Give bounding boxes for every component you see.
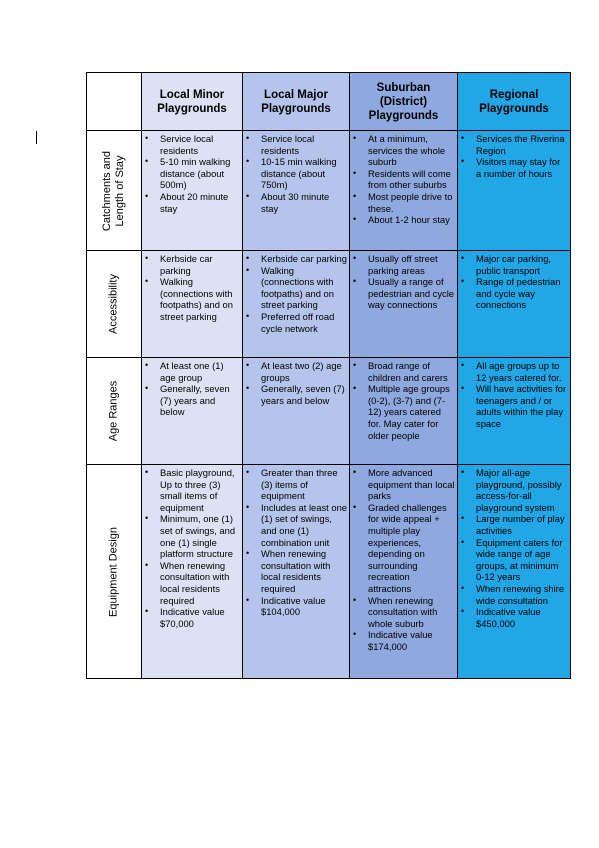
list-item: • Greater than three (3) items of equipment [243,467,349,502]
list-item: • When renewing consultation with local residents required [243,548,349,594]
row-label-text: Accessibility [107,274,120,334]
list-item: • Service local residents [142,133,242,156]
bullet-list [142,253,242,323]
list-item: • About 30 minute stay [243,191,349,214]
cell-equipment-design-local-major [243,465,350,679]
bullet-list [243,467,349,618]
cell-accessibility-local-major [243,251,350,358]
list-item: • At least one (1) age group [142,360,242,383]
list-item: • When renewing consultation with whole suburb [350,595,457,630]
list-item: • About 20 minute stay [142,191,242,214]
list-item: • 5-10 min walking distance (about 500m) [142,156,242,191]
list-item: • Indicative value $450,000 [458,606,570,629]
cell-accessibility-local-minor [142,251,243,358]
playground-hierarchy-table [86,72,571,679]
row-label-equipment-design [87,465,142,679]
cell-equipment-design-local-minor [142,465,243,679]
header-row [87,73,571,131]
cell-age-ranges-local-major [243,358,350,465]
table-row-catchments [87,131,571,251]
cell-catchments-local-major [243,131,350,251]
cell-age-ranges-suburban [350,358,458,465]
table-row-accessibility [87,251,571,358]
list-item: • All age groups up to 12 years catered for. [458,360,570,383]
list-item: • Kerbside car parking [243,253,349,265]
list-item: • Graded challenges for wide appeal + multiple play experiences, depending on surrounding recreation attractions [350,502,457,595]
cell-catchments-suburban [350,131,458,251]
cell-equipment-design-regional [458,465,571,679]
cell-equipment-design-suburban [350,465,458,679]
row-label-catchments [87,131,142,251]
list-item: • Service local residents [243,133,349,156]
bullet-list [458,467,570,629]
list-item: • Services the Riverina Region [458,133,570,156]
bullet-list [243,360,349,406]
list-item: • Most people drive to these. [350,191,457,214]
list-item: • Generally, seven (7) years and below [142,383,242,418]
list-item: • Indicative value $104,000 [243,595,349,618]
list-item: • Multiple age groups (0-2), (3-7) and (7-12) years catered for. May cater for older people [350,383,457,441]
header-regional: Regional Playgrounds [458,73,571,131]
bullet-list [458,253,570,311]
cell-accessibility-suburban [350,251,458,358]
list-item: • Basic playground, Up to three (3) small items of equipment [142,467,242,513]
list-item: • Range of pedestrian and cycle way connections [458,276,570,311]
list-item: • Indicative value $70,000 [142,606,242,629]
list-item: • Generally, seven (7) years and below [243,383,349,406]
header-local-minor: Local Minor Playgrounds [142,73,243,131]
bullet-list [243,253,349,334]
list-item: • Indicative value $174,000 [350,629,457,652]
bullet-list [350,360,457,441]
row-label-text: Catchments and Length of Stay [101,150,126,231]
list-item: • Preferred off road cycle network [243,311,349,334]
bullet-list [142,467,242,629]
text-cursor [36,131,37,144]
table-row-age-ranges [87,358,571,465]
list-item: • Usually a range of pedestrian and cycle way connections [350,276,457,311]
list-item: • Minimum, one (1) set of swings, and one (1) single platform structure [142,513,242,559]
list-item: • Residents will come from other suburbs [350,168,457,191]
header-local-major: Local Major Playgrounds [243,73,350,131]
list-item: • More advanced equipment than local parks [350,467,457,502]
bullet-list [458,133,570,179]
header-corner [87,73,142,131]
cell-age-ranges-local-minor [142,358,243,465]
list-item: • Broad range of children and carers [350,360,457,383]
list-item: • 10-15 min walking distance (about 750m) [243,156,349,191]
row-label-text: Equipment Design [107,526,120,617]
bullet-list [142,360,242,418]
bullet-list [350,253,457,311]
list-item: • Major all-age playground, possibly access-for-all playground system [458,467,570,513]
list-item: • When renewing shire wide consultation [458,583,570,606]
bullet-list [142,133,242,214]
bullet-list [350,467,457,653]
cell-catchments-local-minor [142,131,243,251]
list-item: • When renewing consultation with local residents required [142,560,242,606]
row-label-age-ranges [87,358,142,465]
table-row-equipment-design [87,465,571,679]
list-item: • Usually off street parking areas [350,253,457,276]
bullet-list [458,360,570,430]
list-item: • Visitors may stay for a number of hours [458,156,570,179]
cell-catchments-regional [458,131,571,251]
header-suburban: Suburban (District) Playgrounds [350,73,458,131]
bullet-list [243,133,349,214]
bullet-list [350,133,457,226]
list-item: • At a minimum, services the whole suburb [350,133,457,168]
cell-accessibility-regional [458,251,571,358]
list-item: • Will have activities for teenagers and / or adults within the play space [458,383,570,429]
list-item: • Includes at least one (1) set of swings, and one (1) combination unit [243,502,349,548]
row-label-text: Age Ranges [107,380,120,442]
list-item: • Walking (connections with footpaths) and on street parking [142,276,242,322]
list-item: • About 1-2 hour stay [350,214,457,226]
list-item: • Walking (connections with footpaths) and on street parking [243,265,349,311]
list-item: • Kerbside car parking [142,253,242,276]
list-item: • Major car parking, public transport [458,253,570,276]
cell-age-ranges-regional [458,358,571,465]
list-item: • Equipment caters for wide range of age groups, at minimum 0-12 years [458,537,570,583]
list-item: • At least two (2) age groups [243,360,349,383]
list-item: • Large number of play activities [458,513,570,536]
row-label-accessibility [87,251,142,358]
